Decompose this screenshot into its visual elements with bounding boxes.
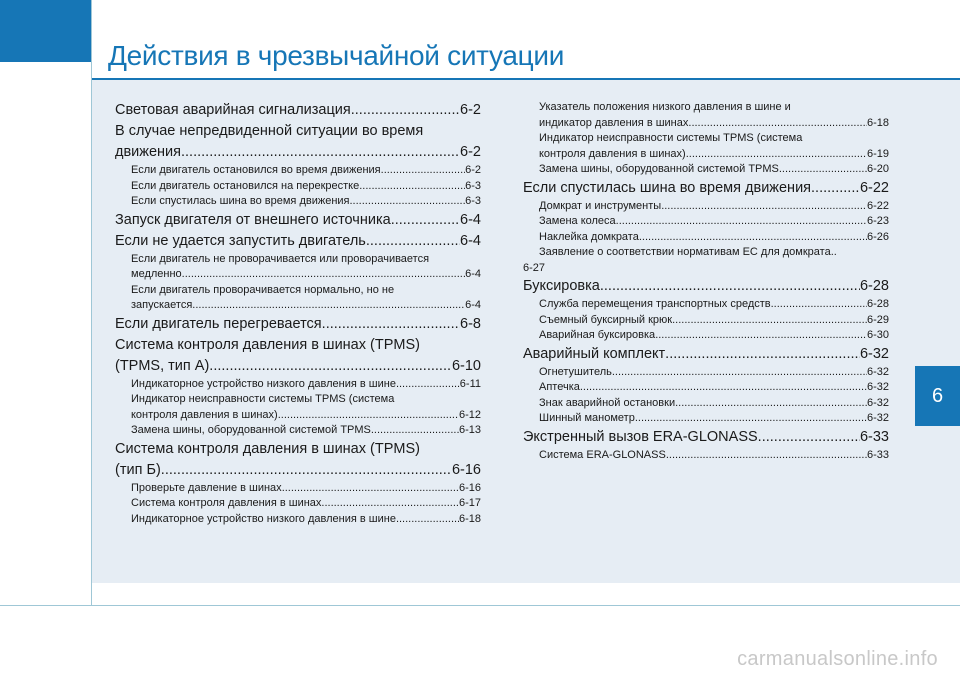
toc-leader-dots — [396, 377, 460, 393]
toc-entry-label: Шинный манометр — [539, 412, 635, 424]
toc-leader-dots — [665, 344, 860, 365]
page-title: Действия в чрезвычайной ситуации — [108, 40, 565, 71]
toc-page-number: 6-13 — [458, 424, 481, 436]
toc-leader-dots — [688, 116, 867, 132]
toc-page-number: 6-16 — [458, 481, 481, 494]
toc-leader-dots — [580, 380, 867, 396]
chapter-number: 6 — [931, 384, 944, 407]
toc-page-number: 6-32 — [866, 412, 889, 424]
toc-page-number: 6-33 — [859, 428, 889, 445]
toc-section-entry[interactable] — [115, 356, 481, 377]
toc-page-number: 6-22 — [866, 199, 889, 212]
toc-section-entry[interactable] — [115, 314, 481, 335]
toc-page-number: 6-32 — [866, 396, 889, 409]
toc-entry-label: Световая аварийная сигнализация — [115, 102, 351, 118]
toc-leader-dots — [686, 147, 867, 163]
toc-page-number: 6-28 — [866, 298, 889, 310]
toc-leader-dots — [391, 210, 460, 231]
header-color-block — [0, 0, 91, 62]
toc-page-number: 6-12 — [458, 408, 481, 421]
toc-entry-label: Если спустилась шина во время движения — [523, 179, 812, 196]
toc-entry-label: Индикаторное устройство низкого давления в шине — [131, 377, 396, 390]
toc-leader-dots — [396, 512, 459, 528]
toc-leader-dots — [366, 231, 460, 252]
toc-page-number: 6-23 — [866, 215, 889, 227]
toc-leader-dots — [321, 496, 459, 512]
toc-section-entry[interactable] — [115, 210, 481, 231]
toc-leader-dots — [161, 460, 452, 481]
toc-subsection-entry[interactable] — [523, 313, 889, 329]
toc-entry-line: Индикатор неисправности системы TPMS (система — [539, 132, 803, 144]
toc-entry-label: Система контроля давления в шинах — [131, 497, 322, 509]
toc-page-number: 6-26 — [866, 230, 889, 243]
toc-leader-dots — [672, 313, 867, 329]
toc-leader-dots — [181, 142, 460, 163]
toc-entry-label: медленно — [131, 268, 182, 280]
toc-leader-dots — [371, 423, 459, 439]
toc-entry-label: Аварийная буксировка — [539, 329, 656, 341]
toc-subsection-entry[interactable] — [115, 496, 481, 512]
toc-page-number: 6-22 — [859, 179, 889, 196]
toc-subsection-entry[interactable] — [115, 512, 481, 528]
toc-section-entry[interactable] — [523, 178, 889, 199]
toc-entry-label: Домкрат и инструменты — [539, 199, 662, 212]
toc-subsection-entry[interactable] — [523, 365, 889, 381]
toc-entry-label: Буксировка — [523, 278, 600, 294]
toc-leader-dots — [635, 411, 867, 427]
toc-leader-dots — [639, 230, 867, 246]
toc-leader-dots — [182, 267, 465, 283]
toc-entry-label: Аптечка — [539, 381, 580, 393]
toc-entry-label: Знак аварийной остановки — [539, 396, 676, 409]
toc-page-number: 6-2 — [460, 144, 481, 160]
toc-left-column — [115, 100, 481, 527]
toc-subsection-entry[interactable] — [523, 116, 889, 132]
toc-subsection-entry[interactable] — [115, 481, 481, 497]
toc-entry-line: Указатель положения низкого давления в шине и — [539, 101, 791, 113]
footer-rule — [0, 605, 960, 606]
toc-page-number: 6-4 — [465, 268, 481, 280]
toc-page-number: 6-3 — [465, 179, 481, 192]
toc-subsection-entry[interactable] — [115, 163, 481, 179]
toc-right-column — [523, 100, 889, 463]
toc-leader-dots — [282, 481, 459, 497]
toc-page-number: 6-30 — [866, 329, 889, 341]
toc-leader-dots — [779, 162, 867, 178]
toc-leader-dots — [278, 408, 459, 424]
toc-page-number: 6-8 — [460, 315, 481, 332]
toc-entry-label: Если двигатель перегревается — [115, 315, 322, 332]
toc-entry-label: контроля давления в шинах) — [131, 408, 278, 421]
toc-entry-line: Индикатор неисправности системы TPMS (система — [131, 393, 395, 405]
toc-leader-dots — [616, 214, 867, 230]
toc-entry-label: Замена колеса — [539, 215, 616, 227]
toc-entry-label: Если не удается запустить двигатель — [115, 232, 366, 249]
toc-page-number: 6-18 — [866, 116, 889, 129]
toc-subsection-entry[interactable] — [523, 214, 889, 230]
toc-subsection-entry[interactable] — [523, 448, 889, 464]
toc-section-entry[interactable] — [115, 100, 481, 121]
toc-page-number: 6-18 — [458, 512, 481, 525]
toc-entry-line: Если двигатель не проворачивается или проворачивается — [131, 252, 430, 265]
toc-entry-line: В случае непредвиденной ситуации во время — [115, 123, 424, 139]
toc-page-number: 6-2 — [465, 164, 481, 176]
toc-page-number: 6-4 — [465, 299, 481, 311]
toc-leader-dots — [359, 179, 465, 195]
toc-leader-dots — [666, 448, 867, 464]
toc-entry-label: Если спустилась шина во время движения — [131, 195, 350, 207]
toc-leader-dots — [322, 314, 460, 335]
toc-subsection-entry[interactable] — [115, 194, 481, 210]
toc-section-entry[interactable] — [115, 231, 481, 252]
toc-entry-label: Наклейка домкрата — [539, 230, 639, 243]
toc-subsection-entry[interactable] — [523, 199, 889, 215]
toc-leader-dots — [771, 297, 867, 313]
toc-entry-line: Заявление о соответствии нормативам ЕС для домкрата.. — [539, 246, 837, 258]
toc-page-number: 6-17 — [458, 497, 481, 509]
toc-entry-label: Аварийный комплект — [523, 345, 666, 362]
toc-section-entry[interactable] — [523, 344, 889, 365]
toc-subsection-entry[interactable] — [115, 298, 481, 314]
toc-leader-dots — [381, 163, 465, 179]
toc-leader-dots — [600, 276, 860, 297]
toc-entry-label: Экстренный вызов ERA-GLONASS — [523, 428, 758, 445]
toc-entry-label: Если двигатель остановился во время движения — [131, 164, 381, 176]
toc-subsection-entry[interactable] — [115, 408, 481, 424]
toc-entry-line: 6-27 — [523, 261, 546, 274]
toc-page-number: 6-2 — [460, 102, 481, 118]
toc-section-entry[interactable] — [523, 427, 889, 448]
toc-page-number: 6-19 — [866, 147, 889, 160]
toc-page-number: 6-3 — [465, 195, 481, 207]
toc-subsection-entry[interactable] — [115, 377, 481, 393]
toc-section-entry[interactable] — [523, 276, 889, 297]
toc-entry-label: индикатор давления в шинах — [539, 116, 689, 129]
toc-leader-dots — [612, 365, 867, 381]
toc-entry-label: Система ERA-GLONASS — [539, 448, 666, 461]
toc-page-number: 6-4 — [460, 211, 481, 228]
left-margin-bar — [0, 0, 92, 605]
toc-leader-dots — [209, 356, 452, 377]
toc-entry-label: запускается — [131, 299, 193, 311]
toc-entry-label: Если двигатель остановился на перекрестке — [131, 179, 360, 192]
toc-subsection-entry[interactable] — [523, 147, 889, 163]
toc-entry-label: Огнетушитель — [539, 365, 612, 378]
toc-subsection-entry[interactable] — [115, 423, 481, 439]
toc-leader-dots — [192, 298, 465, 314]
toc-entry-label: Съемный буксирный крюк — [539, 313, 673, 326]
toc-section-entry[interactable] — [115, 142, 481, 163]
toc-entry-line: Система контроля давления в шинах (TPMS) — [115, 440, 420, 457]
toc-entry-label: Служба перемещения транспортных средств — [539, 298, 771, 310]
toc-entry-line: Система контроля давления в шинах (TPMS) — [115, 336, 420, 353]
toc-entry-label: Запуск двигателя от внешнего источника — [115, 211, 391, 228]
toc-page-number: 6-20 — [866, 163, 889, 175]
toc-page-number: 6-4 — [460, 232, 481, 249]
toc-section-entry[interactable] — [115, 460, 481, 481]
toc-subsection-entry[interactable] — [523, 396, 889, 412]
toc-entry-label: контроля давления в шинах) — [539, 147, 686, 160]
watermark: carmanualsonline.info — [737, 648, 938, 670]
toc-subsection-entry[interactable] — [523, 297, 889, 313]
toc-entry-label: Замена шины, оборудованной системой TPMS — [539, 163, 779, 175]
toc-subsection-entry[interactable] — [115, 179, 481, 195]
toc-subsection-entry[interactable] — [523, 328, 889, 344]
toc-subsection-entry[interactable] — [523, 411, 889, 427]
toc-page-number: 6-10 — [451, 357, 481, 374]
toc-entry-label: (TPMS, тип A) — [115, 357, 210, 374]
toc-page-number: 6-32 — [866, 365, 889, 378]
toc-subsection-entry[interactable] — [115, 267, 481, 283]
toc-entry-label: Проверьте давление в шинах — [131, 481, 282, 494]
chapter-tab[interactable] — [915, 366, 960, 426]
toc-page-number: 6-29 — [866, 313, 889, 326]
toc-entry-label: Индикаторное устройство низкого давления в шине — [131, 512, 396, 525]
toc-page-number: 6-32 — [866, 381, 889, 393]
toc-leader-dots — [661, 199, 867, 215]
toc-entry-label: Замена шины, оборудованной системой TPMS — [131, 424, 371, 436]
toc-subsection-entry[interactable] — [523, 230, 889, 246]
toc-entry-label: (тип Б) — [115, 461, 161, 478]
toc-leader-dots — [655, 328, 867, 344]
toc-leader-dots — [811, 178, 860, 199]
toc-subsection-entry[interactable] — [523, 380, 889, 396]
toc-page-number: 6-11 — [459, 377, 481, 390]
toc-entry-line: Если двигатель проворачивается нормально, но не — [131, 283, 395, 296]
toc-leader-dots — [351, 100, 460, 121]
toc-page-number: 6-28 — [859, 278, 889, 294]
toc-leader-dots — [758, 427, 860, 448]
toc-page-number: 6-33 — [866, 448, 889, 461]
toc-entry-label: движения — [115, 144, 181, 160]
toc-page-number: 6-32 — [859, 345, 889, 362]
toc-leader-dots — [350, 194, 466, 210]
toc-subsection-entry[interactable] — [523, 162, 889, 178]
toc-leader-dots — [675, 396, 867, 412]
toc-page-number: 6-16 — [451, 461, 481, 478]
